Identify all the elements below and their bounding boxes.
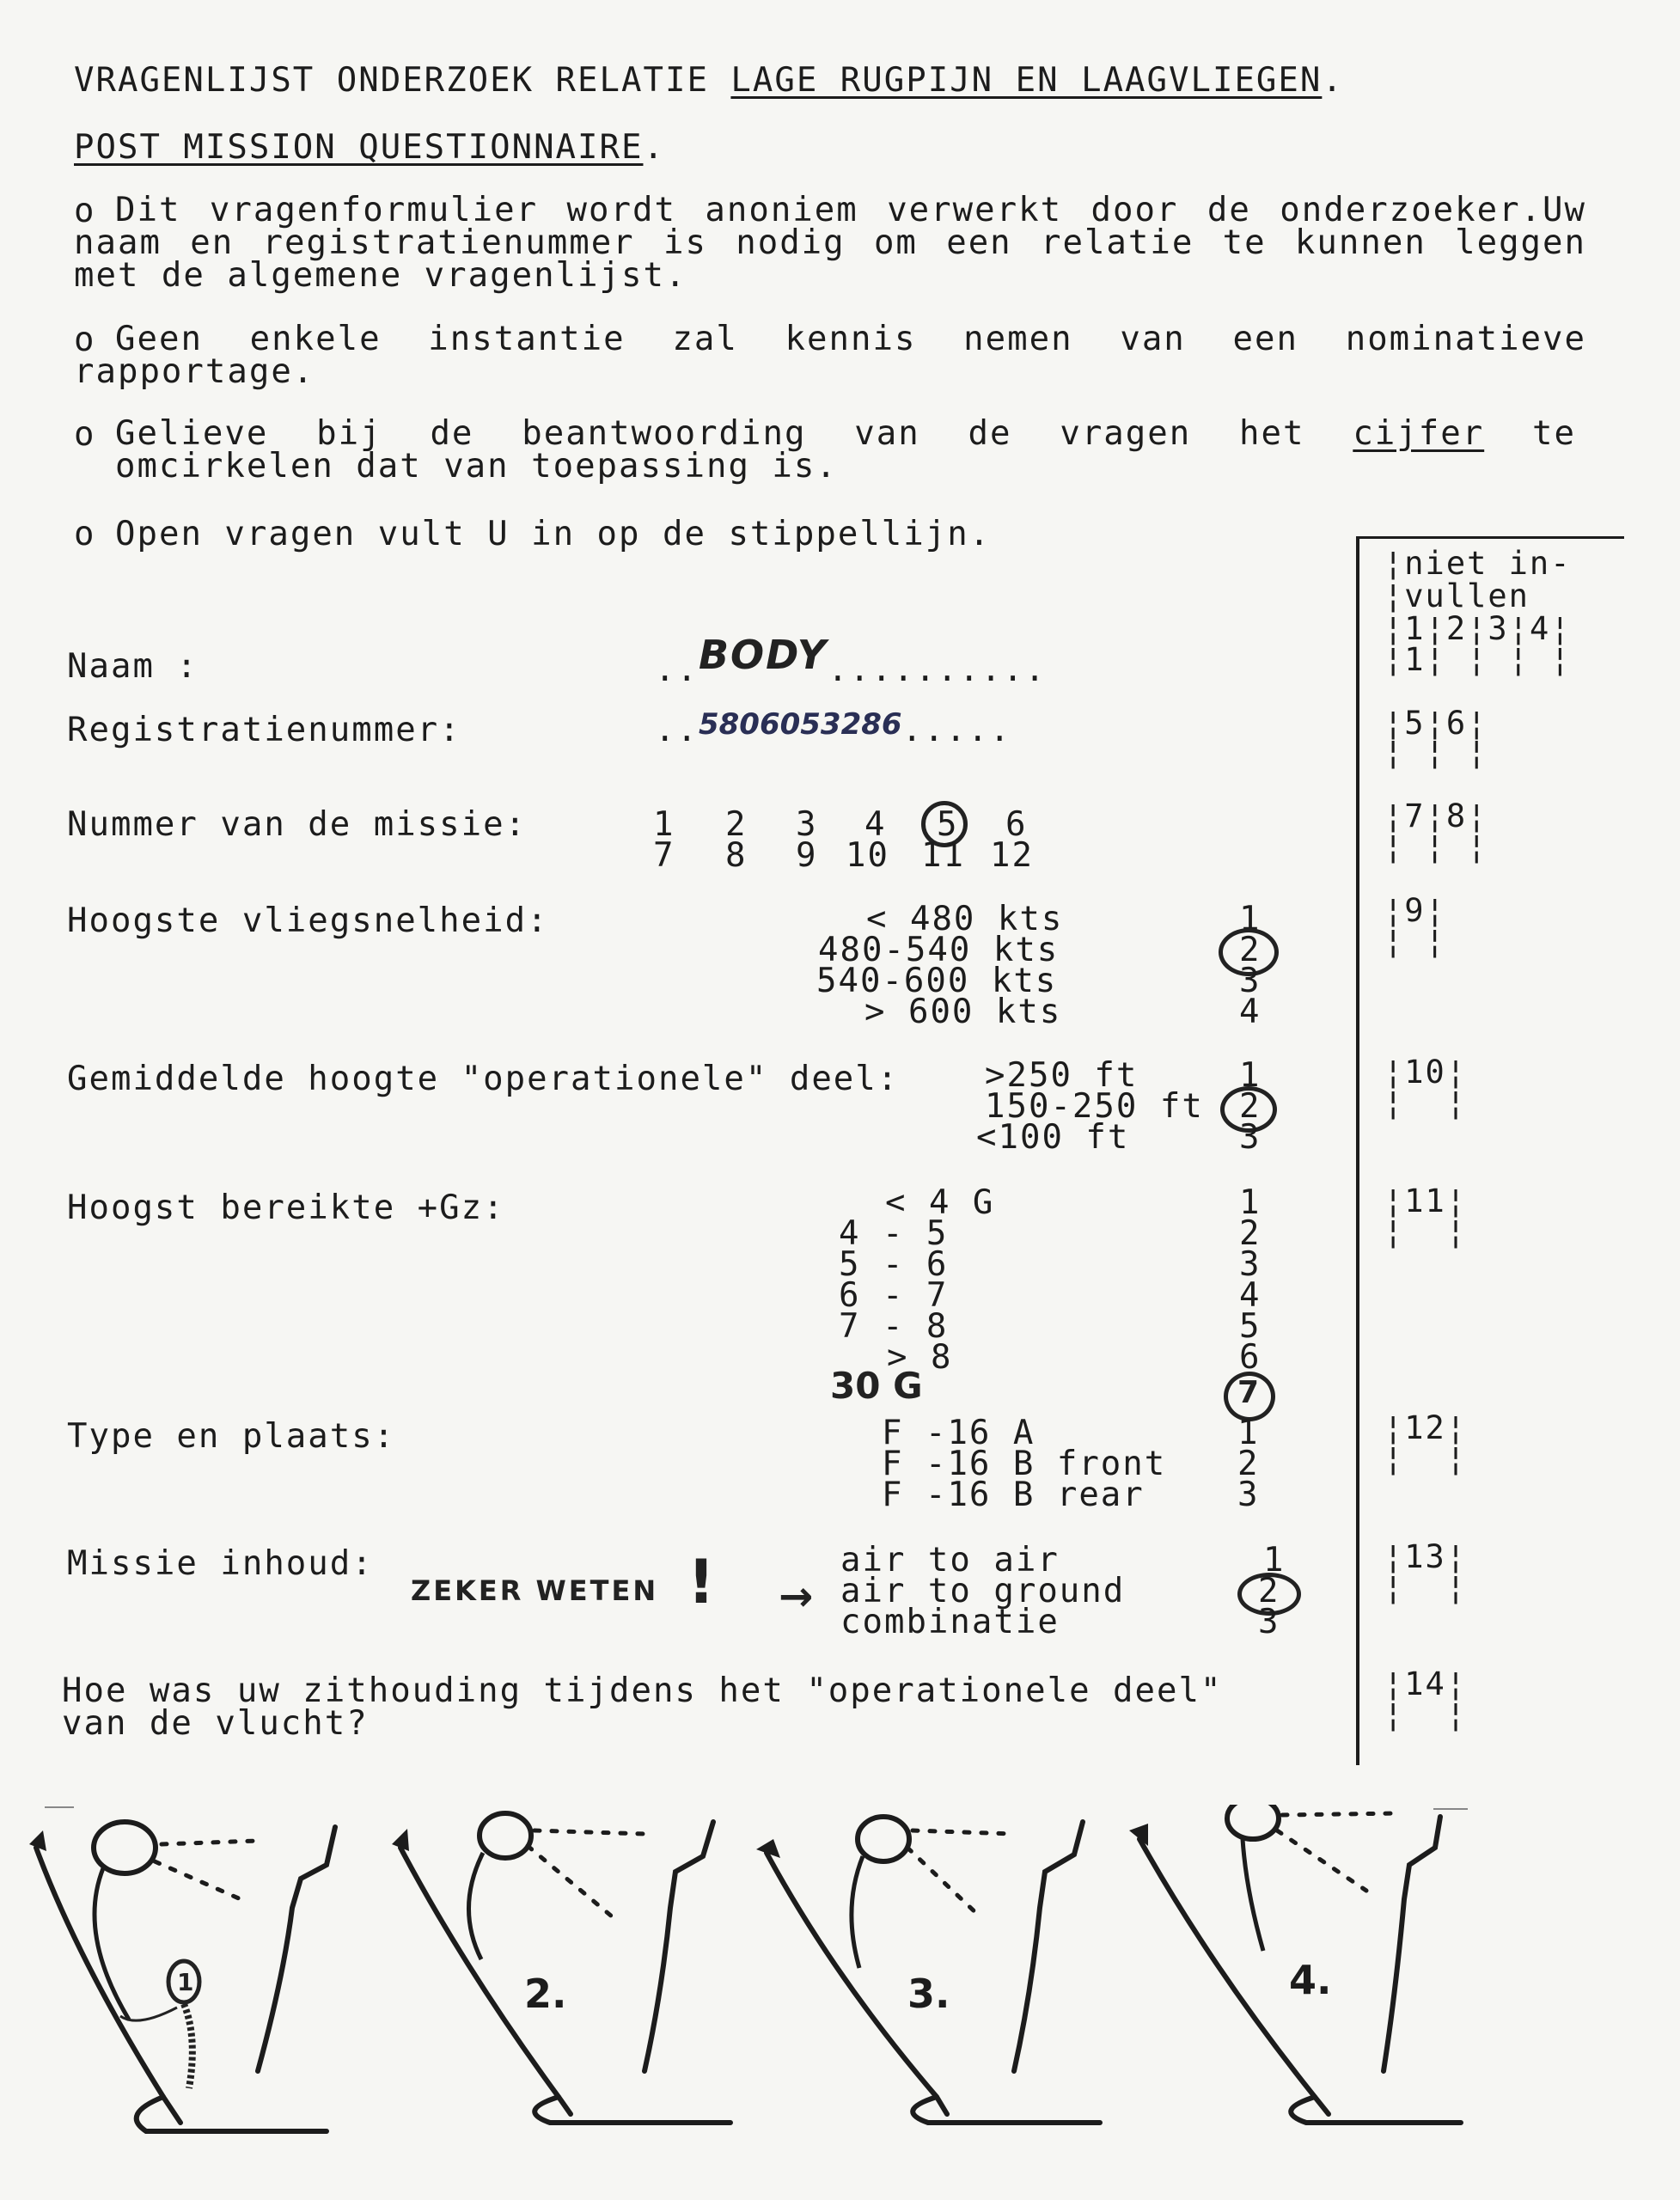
missie-option-8[interactable]: 8 — [725, 836, 748, 875]
instruction-3-text-a: Gelieve bij de beantwoording van de vragen het — [115, 414, 1353, 453]
missie-option-2[interactable]: 2 — [725, 805, 748, 844]
gz-option-2: 4 - 5 — [839, 1214, 949, 1253]
side-code-14: 14 — [1404, 1665, 1446, 1702]
side-code-zithouding: ¦14¦ — [1384, 1665, 1468, 1702]
snelheid-label: Hoogste vliegsnelheid: — [67, 901, 549, 940]
side-code-hoogte-tick: ¦ ¦ — [1384, 1085, 1468, 1121]
side-code-inhoud: ¦13¦ — [1384, 1538, 1468, 1575]
gz-code-1[interactable]: 1 — [1239, 1183, 1262, 1222]
registratie-label: Registratienummer: — [67, 711, 461, 749]
instruction-4: Open vragen vult U in op de stippellijn. — [115, 515, 992, 553]
missie-label: Nummer van de missie: — [67, 805, 528, 844]
side-box-header-line2: ¦vullen — [1384, 578, 1530, 614]
side-box-top-rule — [1358, 536, 1624, 539]
side-code-7: 7 — [1404, 798, 1426, 834]
inhoud-option-3: combinatie — [840, 1603, 1060, 1641]
gz-code-2[interactable]: 2 — [1239, 1214, 1262, 1253]
type-option-2: F -16 B front — [882, 1445, 1167, 1483]
naam-label: Naam : — [67, 647, 199, 686]
missie-option-10[interactable]: 10 — [846, 836, 889, 875]
instruction-2 — [74, 320, 1586, 391]
side-code-13: 13 — [1404, 1538, 1446, 1575]
snelheid-code-4[interactable]: 4 — [1239, 993, 1262, 1031]
naam-dots-post: .......... — [828, 651, 1047, 689]
inhoud-arrow: → — [779, 1573, 814, 1621]
posture-figure-2[interactable] — [387, 1805, 765, 2131]
gz-label: Hoogst bereikte +Gz: — [67, 1189, 505, 1227]
missie-option-12[interactable]: 12 — [990, 836, 1034, 875]
side-code-12: 12 — [1404, 1409, 1446, 1446]
side-code-snelheid-tick: ¦ ¦ — [1384, 923, 1446, 960]
side-code-11: 11 — [1404, 1182, 1446, 1219]
side-code-missie-tick: ¦ ¦ ¦ — [1384, 828, 1488, 865]
gz-option-5: 7 - 8 — [839, 1307, 949, 1346]
side-box-left-rule — [1356, 536, 1359, 1765]
side-col-2: 2 — [1445, 610, 1468, 647]
gz-code-4[interactable]: 4 — [1239, 1276, 1262, 1315]
page-subtitle — [74, 128, 665, 167]
side-code-hoogte: ¦10¦ — [1384, 1054, 1468, 1091]
posture-label-4: 4. — [1289, 1957, 1332, 2003]
gz-code-3[interactable]: 3 — [1239, 1245, 1262, 1284]
subtitle-suffix: . — [643, 128, 665, 167]
side-code-8: 8 — [1445, 798, 1468, 834]
naam-dots-pre: .. — [655, 651, 699, 689]
gz-option-3: 5 - 6 — [839, 1245, 949, 1284]
snelheid-code-1[interactable]: 1 — [1239, 900, 1262, 938]
missie-option-11[interactable]: 11 — [921, 836, 965, 875]
missie-option-3[interactable]: 3 — [796, 805, 818, 844]
side-box-row-1: ¦1¦ ¦ ¦ ¦ — [1384, 641, 1572, 678]
hoogte-option-2: 150-250 ft — [985, 1087, 1204, 1126]
side-code-gz-tick: ¦ ¦ — [1384, 1213, 1468, 1250]
type-option-1: F -16 A — [882, 1414, 1035, 1452]
posture-figure-4[interactable] — [1117, 1805, 1495, 2131]
hoogte-option-3: <100 ft — [976, 1118, 1130, 1157]
side-box-header-2: vullen — [1404, 578, 1530, 614]
side-col-4: 4 — [1529, 610, 1551, 647]
gz-option-4: 6 - 7 — [839, 1276, 949, 1315]
inhoud-annotation: ZEKER WETEN — [411, 1574, 659, 1607]
gz-option-6: > 8 — [887, 1338, 953, 1377]
side-col-1: 1 — [1404, 610, 1426, 647]
reg-dots-pre: .. — [655, 711, 699, 749]
side-box-header: ¦niet in- — [1384, 545, 1572, 582]
inhoud-option-1: air to air — [840, 1541, 1060, 1580]
side-box-header-1: niet in- — [1404, 545, 1572, 582]
gz-option-1: < 4 G — [885, 1183, 995, 1222]
title-underlined: LAGE RUGPIJN EN LAAGVLIEGEN — [730, 61, 1323, 100]
hoogte-option-1: >250 ft — [985, 1056, 1139, 1095]
page-title — [74, 61, 1344, 100]
hoogte-code-3[interactable]: 3 — [1239, 1118, 1262, 1157]
posture-label-1: 1 — [177, 1968, 194, 1996]
gz-handwritten-option: 30 G — [830, 1365, 923, 1407]
inhoud-option-2: air to ground — [840, 1572, 1126, 1610]
inhoud-code-3[interactable]: 3 — [1258, 1603, 1280, 1641]
side-col-3: 3 — [1488, 610, 1509, 647]
side-code-type-tick: ¦ ¦ — [1384, 1440, 1468, 1477]
hoogte-label: Gemiddelde hoogte "operationele" deel: — [67, 1060, 900, 1098]
gz-handwritten-code: 7 — [1237, 1375, 1260, 1410]
missie-option-4[interactable]: 4 — [864, 805, 887, 844]
gz-code-6[interactable]: 6 — [1239, 1338, 1262, 1377]
hoogte-code-2[interactable]: 2 — [1239, 1087, 1262, 1126]
inhoud-label: Missie inhoud: — [67, 1544, 374, 1583]
instruction-1 — [74, 191, 1586, 295]
missie-option-6[interactable]: 6 — [1005, 805, 1028, 844]
snelheid-code-3[interactable]: 3 — [1239, 962, 1262, 1000]
side-code-9: 9 — [1404, 892, 1426, 929]
snelheid-option-3: 540-600 kts — [816, 962, 1058, 1000]
type-code-1[interactable]: 1 — [1237, 1414, 1260, 1452]
registratie-handwritten: 5806053286 — [698, 707, 902, 742]
instruction-3-text-b: te omcirkelen dat van toepassing is. — [115, 414, 1576, 486]
scan-mark-left — [45, 1806, 74, 1808]
naam-handwritten: BODY — [698, 632, 828, 678]
side-code-naam-reg: ¦5¦6¦ — [1384, 705, 1488, 742]
side-code-r1: 1 — [1404, 641, 1426, 678]
side-code-inhoud-tick: ¦ ¦ — [1384, 1569, 1468, 1606]
missie-option-9[interactable]: 9 — [796, 836, 818, 875]
posture-label-2: 2. — [524, 1971, 567, 2017]
side-code-5: 5 — [1404, 705, 1426, 742]
snelheid-code-2[interactable]: 2 — [1239, 931, 1262, 969]
side-code-10: 10 — [1404, 1054, 1446, 1091]
snelheid-option-4: > 600 kts — [864, 993, 1062, 1031]
zithouding-question-line-1: Hoe was uw zithouding tijdens het "operationele deel" — [62, 1671, 1223, 1710]
inhoud-code-1[interactable]: 1 — [1263, 1541, 1286, 1580]
side-code-naam-reg-tick: ¦ ¦ ¦ — [1384, 734, 1488, 771]
side-code-type: ¦12¦ — [1384, 1409, 1468, 1446]
reg-dots-post: ..... — [901, 711, 1011, 749]
registratie-field[interactable] — [655, 707, 1011, 749]
bullet-3: o — [74, 415, 96, 454]
posture-figure-1[interactable] — [17, 1813, 395, 2140]
naam-field[interactable] — [655, 632, 1047, 689]
side-code-zithouding-tick: ¦ ¦ — [1384, 1696, 1468, 1733]
gz-code-5[interactable]: 5 — [1239, 1307, 1262, 1346]
snelheid-option-1: < 480 kts — [866, 900, 1064, 938]
instruction-3 — [115, 414, 1576, 486]
posture-label-3: 3. — [907, 1971, 950, 2017]
type-code-2[interactable]: 2 — [1237, 1445, 1260, 1483]
instruction-2-text: Geen enkele instantie zal kennis nemen van een nominatieve rapportage. — [74, 320, 1586, 391]
posture-figure-3[interactable] — [748, 1805, 1126, 2131]
subtitle-text: POST MISSION QUESTIONNAIRE — [74, 128, 644, 167]
bullet-2: o — [74, 321, 96, 359]
instruction-3-underlined: cijfer — [1353, 414, 1485, 453]
hoogte-code-1[interactable]: 1 — [1239, 1056, 1262, 1095]
side-code-6: 6 — [1445, 705, 1468, 742]
type-label: Type en plaats: — [67, 1417, 396, 1456]
title-suffix: . — [1322, 61, 1344, 100]
side-code-missie: ¦7¦8¦ — [1384, 798, 1488, 834]
bullet-4: o — [74, 515, 96, 553]
side-code-snelheid: ¦9¦ — [1384, 892, 1446, 929]
bullet-1: o — [74, 192, 96, 230]
side-box-columns: ¦1¦2¦3¦4¦ — [1384, 610, 1572, 647]
instruction-1-text: Dit vragenformulier wordt anoniem verwerkt door de onderzoeker.Uw naam en registratienummer is nodig om een relatie te kunnen leggen met de algemene vragenlijst. — [74, 191, 1586, 295]
type-option-3: F -16 B rear — [882, 1476, 1145, 1514]
inhoud-exclamation: ! — [687, 1547, 715, 1617]
snelheid-option-2: 480-540 kts — [818, 931, 1060, 969]
title-prefix: VRAGENLIJST ONDERZOEK RELATIE — [74, 61, 731, 100]
missie-option-1[interactable]: 1 — [653, 805, 675, 844]
missie-option-5[interactable]: 5 — [937, 805, 959, 844]
side-code-gz: ¦11¦ — [1384, 1182, 1468, 1219]
zithouding-question-line-2: van de vlucht? — [62, 1704, 369, 1743]
missie-option-7[interactable]: 7 — [653, 836, 675, 875]
type-code-3[interactable]: 3 — [1237, 1476, 1260, 1514]
inhoud-code-2[interactable]: 2 — [1258, 1572, 1280, 1610]
